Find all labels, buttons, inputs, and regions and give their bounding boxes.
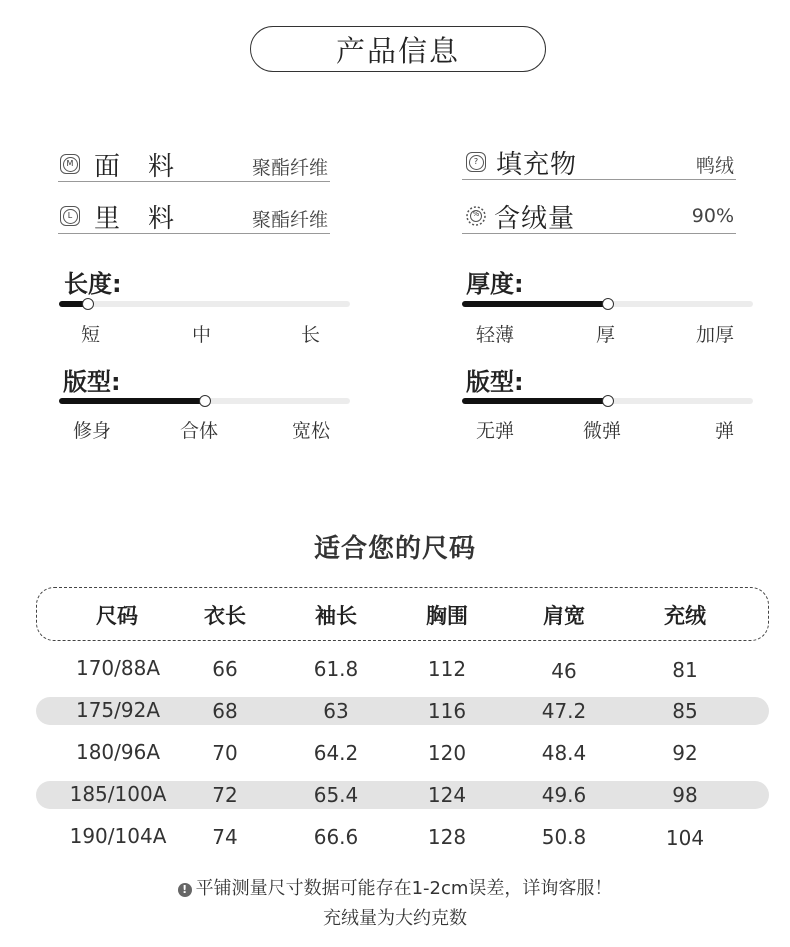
table-cell: 81 (672, 658, 698, 682)
material-label: 面 料 (94, 152, 176, 182)
material-value: 90% (691, 205, 734, 227)
slider-fill (462, 398, 608, 404)
table-cell: 92 (672, 741, 698, 765)
material-label: 含绒量 (494, 204, 576, 234)
table-cell: 190/104A (69, 824, 167, 848)
slider-tick: 轻薄 (476, 324, 515, 346)
slider-knob (602, 395, 614, 407)
percent-circle-icon: % (464, 204, 488, 228)
column-header: 胸围 (426, 604, 468, 628)
material-row-filling (462, 146, 736, 180)
column-header: 充绒 (664, 604, 706, 628)
table-cell: 46 (551, 659, 577, 683)
table-cell: 47.2 (541, 699, 587, 723)
slider-tick: 中 (192, 324, 212, 346)
question-circle-icon: ? (466, 152, 486, 172)
table-cell: 120 (427, 741, 467, 765)
slider-tick: 短 (81, 324, 101, 346)
down-weight-note: 充绒量为大约克数 (323, 908, 467, 929)
table-cell: 72 (212, 783, 238, 807)
material-value: 聚酯纤维 (251, 157, 328, 179)
slider-knob (82, 298, 94, 310)
table-cell: 74 (212, 825, 238, 849)
slider-title-thickness: 厚度: (466, 270, 524, 298)
table-cell: 64.2 (313, 741, 359, 765)
table-cell: 66 (212, 657, 238, 681)
table-cell: 104 (665, 826, 705, 850)
slider-elasticity (462, 398, 753, 404)
note-text: 平铺测量尺寸数据可能存在1-2cm误差，详询客服！ (195, 878, 613, 899)
table-cell: 49.6 (541, 783, 587, 807)
material-row-lining (58, 200, 330, 234)
column-header: 尺码 (96, 604, 138, 628)
table-cell: 180/96A (75, 740, 161, 764)
measurement-note (0, 874, 790, 900)
slider-tick: 加厚 (696, 324, 735, 346)
table-cell: 116 (427, 699, 467, 723)
slider-tick: 宽松 (292, 420, 331, 442)
slider-length (59, 301, 350, 307)
table-cell: 185/100A (69, 782, 167, 806)
table-cell: 65.4 (313, 783, 359, 807)
slider-tick: 微弹 (583, 420, 622, 442)
exclamation-circle-icon: ! (178, 883, 192, 897)
table-cell: 63 (323, 699, 349, 723)
slider-fill (462, 301, 608, 307)
slider-knob (199, 395, 211, 407)
column-header: 衣长 (204, 604, 246, 628)
material-value: 聚酯纤维 (251, 209, 328, 231)
material-value: 鸭绒 (695, 155, 734, 177)
table-cell: 170/88A (75, 656, 161, 680)
table-cell: 85 (672, 699, 698, 723)
slider-tick: 无弹 (476, 420, 515, 442)
page-title: 产品信息 (250, 26, 546, 72)
slider-tick: 弹 (715, 420, 735, 442)
column-header: 肩宽 (543, 604, 585, 628)
table-cell: 70 (212, 741, 238, 765)
table-cell: 50.8 (541, 825, 587, 849)
m-circle-icon: M (60, 154, 80, 174)
table-cell: 48.4 (541, 741, 587, 765)
slider-title-length: 长度: (64, 270, 122, 298)
slider-tick: 厚 (596, 324, 616, 346)
column-header: 袖长 (315, 604, 357, 628)
table-cell: 68 (212, 699, 238, 723)
slider-knob (602, 298, 614, 310)
material-label: 填充物 (496, 150, 578, 180)
slider-fit (59, 398, 350, 404)
table-cell: 66.6 (313, 825, 359, 849)
slider-title-fit: 版型: (63, 368, 121, 396)
slider-tick: 合体 (180, 420, 219, 442)
table-cell: 112 (427, 657, 467, 681)
table-cell: 175/92A (75, 698, 161, 722)
slider-tick: 长 (301, 324, 321, 346)
slider-title-elasticity: 版型: (466, 368, 524, 396)
slider-fill (59, 398, 205, 404)
material-label: 里 料 (94, 204, 176, 234)
table-cell: 128 (427, 825, 467, 849)
l-circle-icon: L (60, 206, 80, 226)
slider-tick: 修身 (73, 420, 112, 442)
material-row-fabric (58, 148, 330, 182)
slider-thickness (462, 301, 753, 307)
size-chart-title: 适合您的尺码 (313, 534, 476, 564)
table-cell: 98 (672, 783, 698, 807)
material-row-down-content (462, 200, 736, 234)
table-cell: 61.8 (313, 657, 359, 681)
table-cell: 124 (427, 783, 467, 807)
